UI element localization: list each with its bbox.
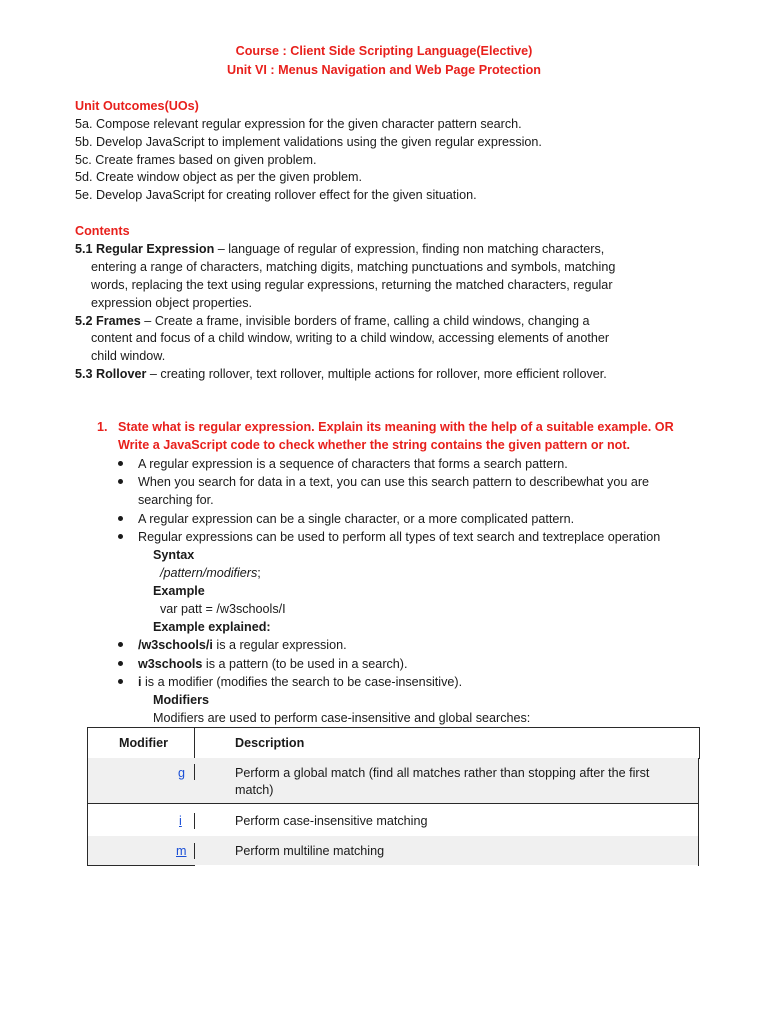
explained-item bbox=[138, 655, 408, 673]
cell-divider bbox=[194, 764, 195, 780]
section-title: 5.3 Rollover bbox=[75, 367, 147, 381]
section-title: 5.1 Regular Expression bbox=[75, 242, 215, 256]
table-left-border bbox=[87, 758, 88, 866]
bullet-item: A regular expression can be a single character, or a more complicated pattern. bbox=[138, 512, 575, 526]
syntax-pattern: /pattern/modifiers bbox=[160, 566, 258, 580]
section-text: entering a range of characters, matching digits, matching punctuations and symbols, matching bbox=[91, 260, 616, 274]
section-text: – language of regular of expression, finding non matching characters, bbox=[214, 242, 605, 256]
cell-divider bbox=[194, 843, 195, 859]
modifier-link[interactable]: i bbox=[179, 814, 182, 828]
syntax-value bbox=[160, 564, 261, 582]
explained-item bbox=[138, 673, 462, 691]
cell-divider bbox=[194, 813, 195, 829]
example-explained-label: Example explained: bbox=[153, 620, 271, 634]
section-text: – creating rollover, text rollover, multiple actions for rollover, more efficient rollover. bbox=[146, 367, 607, 381]
question-line: State what is regular expression. Explain its meaning with the help of a suitable example. OR bbox=[118, 420, 674, 434]
bullet-continuation: searching for. bbox=[138, 493, 214, 507]
section-text: words, replacing the text using regular expressions, returning the matched characters, regular bbox=[91, 278, 613, 292]
syntax-label: Syntax bbox=[153, 548, 195, 562]
description-text: Perform case-insensitive matching bbox=[235, 814, 428, 828]
bullet-item: When you search for data in a text, you can use this search pattern to describewhat you are bbox=[138, 475, 650, 489]
example-label: Example bbox=[153, 584, 205, 598]
bullet-item: A regular expression is a sequence of characters that forms a search pattern. bbox=[138, 457, 568, 471]
section-text: content and focus of a child window, writing to a child window, accessing elements of another bbox=[91, 331, 610, 345]
modifier-link[interactable]: g bbox=[178, 766, 186, 780]
syntax-semicolon: ; bbox=[257, 566, 261, 580]
table-header-description: Description bbox=[235, 736, 305, 750]
modifier-link[interactable]: m bbox=[176, 844, 187, 858]
description-text: match) bbox=[235, 783, 274, 797]
course-title: Course : Client Side Scripting Language(Elective) bbox=[235, 44, 533, 58]
outcome-item: 5c. Create frames based on given problem. bbox=[75, 153, 317, 167]
outcome-item: 5d. Create window object as per the given problem. bbox=[75, 170, 363, 184]
outcome-item: 5b. Develop JavaScript to implement validations using the given regular expression. bbox=[75, 135, 542, 149]
explained-item bbox=[138, 636, 347, 654]
explained-term: i bbox=[138, 675, 142, 689]
table-divider bbox=[194, 727, 195, 758]
contents-section-5-2 bbox=[75, 312, 590, 330]
question-line: Write a JavaScript code to check whether the string contains the given pattern or not. bbox=[118, 438, 631, 452]
explained-text: is a modifier (modifies the search to be case-insensitive). bbox=[141, 675, 463, 689]
bullet-item: Regular expressions can be used to perform all types of text search and textreplace operation bbox=[138, 530, 661, 544]
explained-text: is a pattern (to be used in a search). bbox=[202, 657, 408, 671]
modifiers-intro: Modifiers are used to perform case-insensitive and global searches: bbox=[153, 711, 531, 725]
description-text: Perform multiline matching bbox=[235, 844, 385, 858]
description-text: Perform a global match (find all matches rather than stopping after the first bbox=[235, 766, 650, 780]
question-number: 1. bbox=[97, 420, 108, 434]
explained-text: is a regular expression. bbox=[212, 638, 347, 652]
explained-term: /w3schools/i bbox=[138, 638, 213, 652]
outcomes-heading: Unit Outcomes(UOs) bbox=[75, 99, 199, 113]
modifiers-label: Modifiers bbox=[153, 693, 209, 707]
contents-section-5-3 bbox=[75, 365, 607, 383]
table-bottom-border bbox=[87, 865, 195, 866]
section-title: 5.2 Frames bbox=[75, 314, 141, 328]
unit-title: Unit VI : Menus Navigation and Web Page Protection bbox=[227, 63, 541, 77]
outcome-item: 5e. Develop JavaScript for creating rollover effect for the given situation. bbox=[75, 188, 477, 202]
explained-term: w3schools bbox=[138, 657, 203, 671]
contents-heading: Contents bbox=[75, 224, 130, 238]
outcome-item: 5a. Compose relevant regular expression for the given character pattern search. bbox=[75, 117, 522, 131]
section-text: expression object properties. bbox=[91, 296, 253, 310]
table-right-border bbox=[698, 758, 699, 866]
contents-section-5-1 bbox=[75, 240, 604, 258]
example-value: var patt = /w3schools/I bbox=[160, 602, 286, 616]
section-text: child window. bbox=[91, 349, 166, 363]
section-text: – Create a frame, invisible borders of frame, calling a child windows, changing a bbox=[140, 314, 590, 328]
table-header-modifier: Modifier bbox=[119, 736, 168, 750]
table-header bbox=[87, 727, 700, 759]
